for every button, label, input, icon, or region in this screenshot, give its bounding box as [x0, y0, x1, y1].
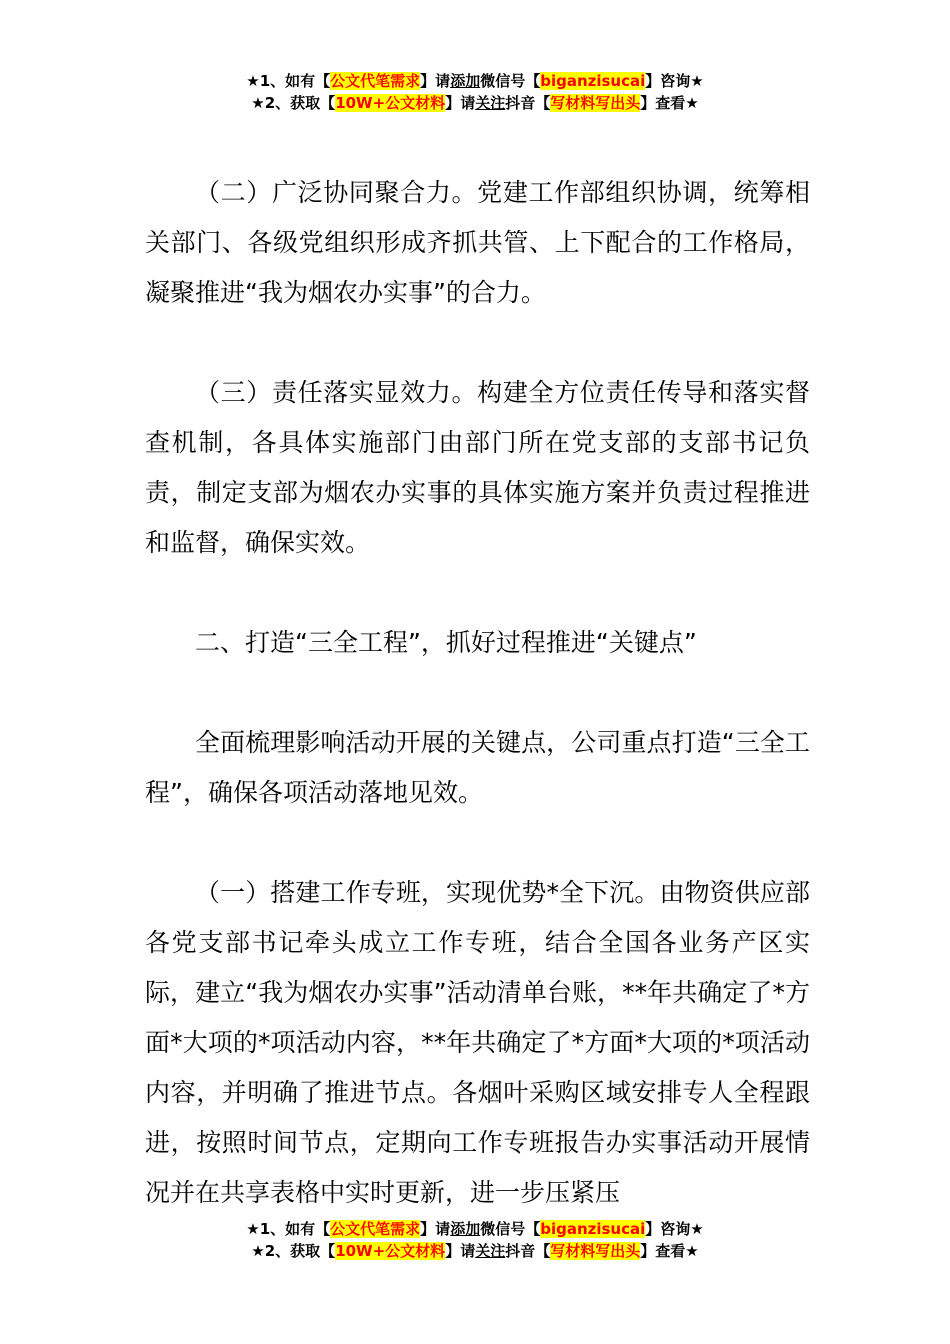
banner-emphasis: 关注 [475, 1242, 506, 1260]
banner-emphasis: 添加 [450, 72, 481, 90]
banner-text: ★2、获取【 [251, 94, 336, 112]
banner-highlight: 写材料写出头 [550, 1242, 641, 1260]
banner-highlight: biganzisucai [540, 1220, 646, 1238]
document-body [145, 168, 810, 1218]
banner-text: 】请 [420, 72, 451, 90]
banner-line-2 [0, 92, 950, 114]
banner-text: 】咨询★ [645, 1220, 704, 1238]
banner-text: 】请 [420, 1220, 451, 1238]
banner-text: 】查看★ [640, 94, 699, 112]
banner-text: ★2、获取【 [251, 1242, 336, 1260]
banner-highlight: biganzisucai [540, 72, 646, 90]
footer-banner [0, 1218, 950, 1262]
banner-emphasis: 添加 [450, 1220, 481, 1238]
banner-highlight: 公文代笔需求 [330, 72, 421, 90]
banner-highlight: 公文代笔需求 [330, 1220, 421, 1238]
banner-line-1 [0, 70, 950, 92]
banner-text: 抖音【 [505, 1242, 551, 1260]
banner-line-2 [0, 1240, 950, 1262]
paragraph: （二）广泛协同聚合力。党建工作部组织协调，统筹相关部门、各级党组织形成齐抓共管、上下配合的工作格局，凝聚推进“我为烟农办实事”的合力。 [145, 178, 810, 307]
banner-text: 抖音【 [505, 94, 551, 112]
header-banner [0, 70, 950, 114]
banner-text: ★1、如有【 [246, 72, 331, 90]
banner-highlight: 10W+公文材料 [335, 94, 446, 112]
banner-text: 】咨询★ [645, 72, 704, 90]
banner-text: 】查看★ [640, 1242, 699, 1260]
paragraph: （三）责任落实显效力。构建全方位责任传导和落实督查机制，各具体实施部门由部门所在党支部的支部书记负责，制定支部为烟农办实事的具体实施方案并负责过程推进和监督，确保实效。 [145, 378, 810, 557]
section-heading: 二、打造“三全工程”，抓好过程推进“关键点” [195, 628, 697, 657]
banner-text: 】请 [445, 94, 476, 112]
banner-highlight: 写材料写出头 [550, 94, 641, 112]
banner-text: ★1、如有【 [246, 1220, 331, 1238]
paragraph: 全面梳理影响活动开展的关键点，公司重点打造“三全工程”，确保各项活动落地见效。 [145, 728, 810, 807]
banner-highlight: 10W+公文材料 [335, 1242, 446, 1260]
banner-text: 微信号【 [480, 72, 541, 90]
banner-line-1 [0, 1218, 950, 1240]
banner-text: 微信号【 [480, 1220, 541, 1238]
paragraph: （一）搭建工作专班，实现优势*全下沉。由物资供应部各党支部书记牵头成立工作专班，结合全国各业务产区实际，建立“我为烟农办实事”活动清单台账，**年共确定了*方面*大项的*项活动内容，**年共确定了*方面*大项的*项活动内容，并明确了推进节点。各烟叶采购区域安排专人全程跟进，按照时间节点，定期向工作专班报告办实事活动开展情况并在共享表格中实时更新，进一步压紧压 [145, 878, 810, 1207]
banner-text: 】请 [445, 1242, 476, 1260]
banner-emphasis: 关注 [475, 94, 506, 112]
